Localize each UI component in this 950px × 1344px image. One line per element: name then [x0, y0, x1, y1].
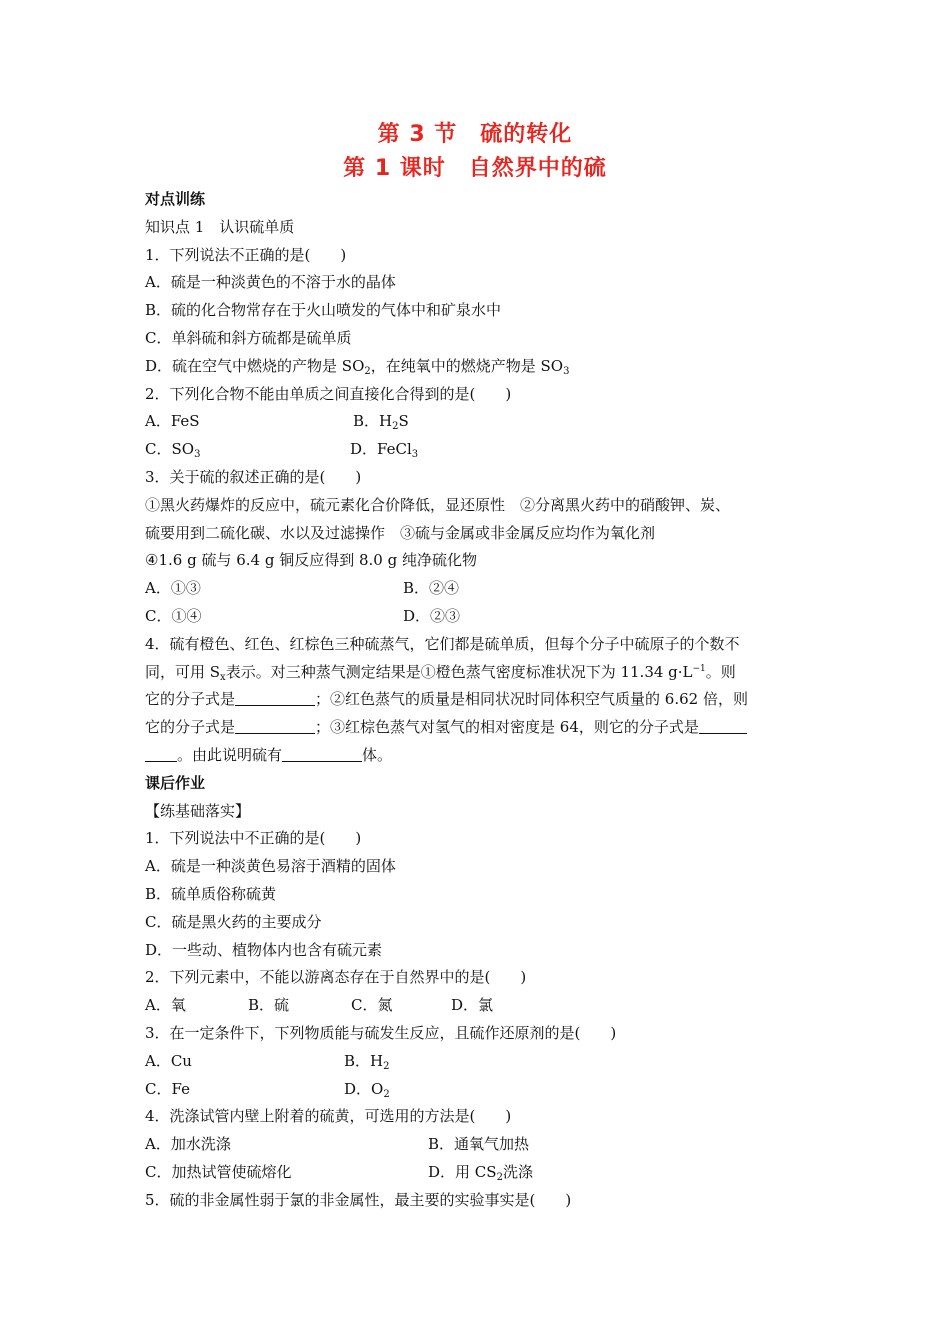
- p2-q3-option-a: A．Cu: [145, 1051, 192, 1070]
- worksheet-content: [145, 186, 810, 1214]
- p2-q4-option-b: B．通氧气加热: [428, 1135, 530, 1154]
- p2-q4-options-cd: [145, 1159, 810, 1187]
- p2-q4-stem: 4．洗涤试管内壁上附着的硫黄，可选用的方法是( ): [145, 1107, 512, 1126]
- p2-q3-options-ab: [145, 1048, 810, 1076]
- p2-q2-option-c: C．氮: [351, 996, 393, 1015]
- answer-blank[interactable]: [699, 717, 747, 734]
- answer-blank[interactable]: [145, 745, 177, 762]
- p1-q1-option-b: B．硫的化合物常存在于火山喷发的气体中和矿泉水中: [145, 301, 502, 320]
- p1-q4-line4: 它的分子式是 ；③红棕色蒸气对氢气的相对密度是 64，则它的分子式是: [145, 714, 810, 742]
- p1-q1-option-c: C．单斜硫和斜方硫都是硫单质: [145, 328, 352, 347]
- part2-heading: 课后作业: [145, 773, 206, 792]
- p2-q2-option-d: D．氯: [451, 996, 494, 1015]
- p1-q3-option-c: C．①④: [145, 606, 202, 625]
- p1-q1-option-a: A．硫是一种淡黄色的不溶于水的晶体: [145, 273, 396, 292]
- answer-blank[interactable]: [282, 745, 362, 762]
- p2-q1-stem: 1．下列说法中不正确的是( ): [145, 829, 362, 848]
- p1-q2-options-cd: [145, 436, 810, 464]
- p1-q3-option-b: B．②④: [403, 579, 460, 598]
- part1-heading: 对点训练: [145, 190, 206, 208]
- p1-q1-stem: 1．下列说法不正确的是( ): [145, 245, 347, 264]
- p2-q3-options-cd: [145, 1076, 810, 1104]
- p1-q3-options-ab: [145, 575, 810, 603]
- p1-q3-option-a: A．①③: [145, 579, 201, 598]
- section-title: 第 3 节 硫的转化: [377, 122, 573, 147]
- p1-q3-stem: 3．关于硫的叙述正确的是( ): [145, 467, 362, 486]
- p1-q1-option-d: D．硫在空气中燃烧的产物是 $SO_2$，在纯氧中的燃烧产物是 $SO_3$: [145, 356, 570, 377]
- p2-q2-options: [145, 992, 810, 1020]
- p2-q4-option-d: D．用 $CS_2$洗涤: [428, 1162, 533, 1183]
- p2-q4-option-a: A．加水洗涤: [145, 1135, 231, 1154]
- p1-q3-body-line1: ①黑火药爆炸的反应中，硫元素化合价降低，显还原性 ②分离黑火药中的硝酸钾、炭、: [145, 495, 731, 514]
- p2-q1-option-c: C．硫是黑火药的主要成分: [145, 912, 322, 931]
- p2-q1-option-a: A．硫是一种淡黄色易溶于酒精的固体: [145, 857, 396, 876]
- p2-q2-stem: 2．下列元素中，不能以游离态存在于自然界中的是( ): [145, 968, 527, 987]
- title-block: [0, 118, 950, 186]
- answer-blank[interactable]: [235, 717, 315, 734]
- p1-q2-option-c: C．$SO_3$: [145, 440, 201, 461]
- p2-q3-option-d: D．$O_2$: [344, 1079, 390, 1100]
- p1-q3-body-line2: 硫要用到二硫化碳、水以及过滤操作 ③硫与金属或非金属反应均作为氧化剂: [145, 523, 656, 542]
- p1-q4-line3: 它的分子式是 ；②红色蒸气的质量是相同状况时同体积空气质量的 6.62 倍，则: [145, 690, 748, 709]
- p1-q2-option-d: D．FeCl$_3$: [350, 440, 419, 461]
- answer-blank[interactable]: [235, 689, 315, 706]
- p2-q3-stem: 3．在一定条件下，下列物质能与硫发生反应，且硫作还原剂的是( ): [145, 1023, 617, 1042]
- p1-q4-line5: 。由此说明硫有 体。: [145, 742, 810, 770]
- p1-q2-option-a: A．FeS: [145, 412, 200, 431]
- part2-subheading: 【练基础落实】: [145, 801, 251, 820]
- p2-q4-options-ab: [145, 1131, 810, 1159]
- lesson-title: 第 1 课时 自然界中的硫: [343, 156, 607, 181]
- p1-q3-body-line3: ④1.6 g 硫与 6.4 g 铜反应得到 8.0 g 纯净硫化物: [145, 551, 477, 570]
- p1-q3-option-d: D．②③: [403, 606, 461, 625]
- p2-q1-option-d: D．一些动、植物体内也含有硫元素: [145, 940, 383, 959]
- p1-q2-stem: 2．下列化合物不能由单质之间直接化合得到的是( ): [145, 384, 512, 403]
- p2-q5-stem: 5．硫的非金属性弱于氯的非金属性，最主要的实验事实是( ): [145, 1190, 572, 1209]
- p1-q2-options-ab: [145, 408, 810, 436]
- p1-q4-line2: 同，可用 $S_x$表示。对三种蒸气测定结果是①橙色蒸气密度标准状况下为 11.34 $g\cdot L^{-1}$。则: [145, 662, 736, 683]
- p1-q4-line1: 4．硫有橙色、红色、红棕色三种硫蒸气，它们都是硫单质，但每个分子中硫原子的个数不: [145, 634, 740, 653]
- knowledge-point: 知识点 1 认识硫单质: [145, 217, 295, 236]
- p2-q3-option-b: B．$H_2$: [344, 1051, 390, 1072]
- p2-q2-option-b: B．硫: [248, 996, 290, 1015]
- p2-q2-option-a: A．氧: [145, 996, 186, 1015]
- p1-q2-option-b: B．$H_2S$: [353, 412, 409, 433]
- p2-q3-option-c: C．Fe: [145, 1079, 190, 1098]
- p2-q4-option-c: C．加热试管使硫熔化: [145, 1162, 292, 1181]
- p1-q3-options-cd: [145, 603, 810, 631]
- p2-q1-option-b: B．硫单质俗称硫黄: [145, 884, 277, 903]
